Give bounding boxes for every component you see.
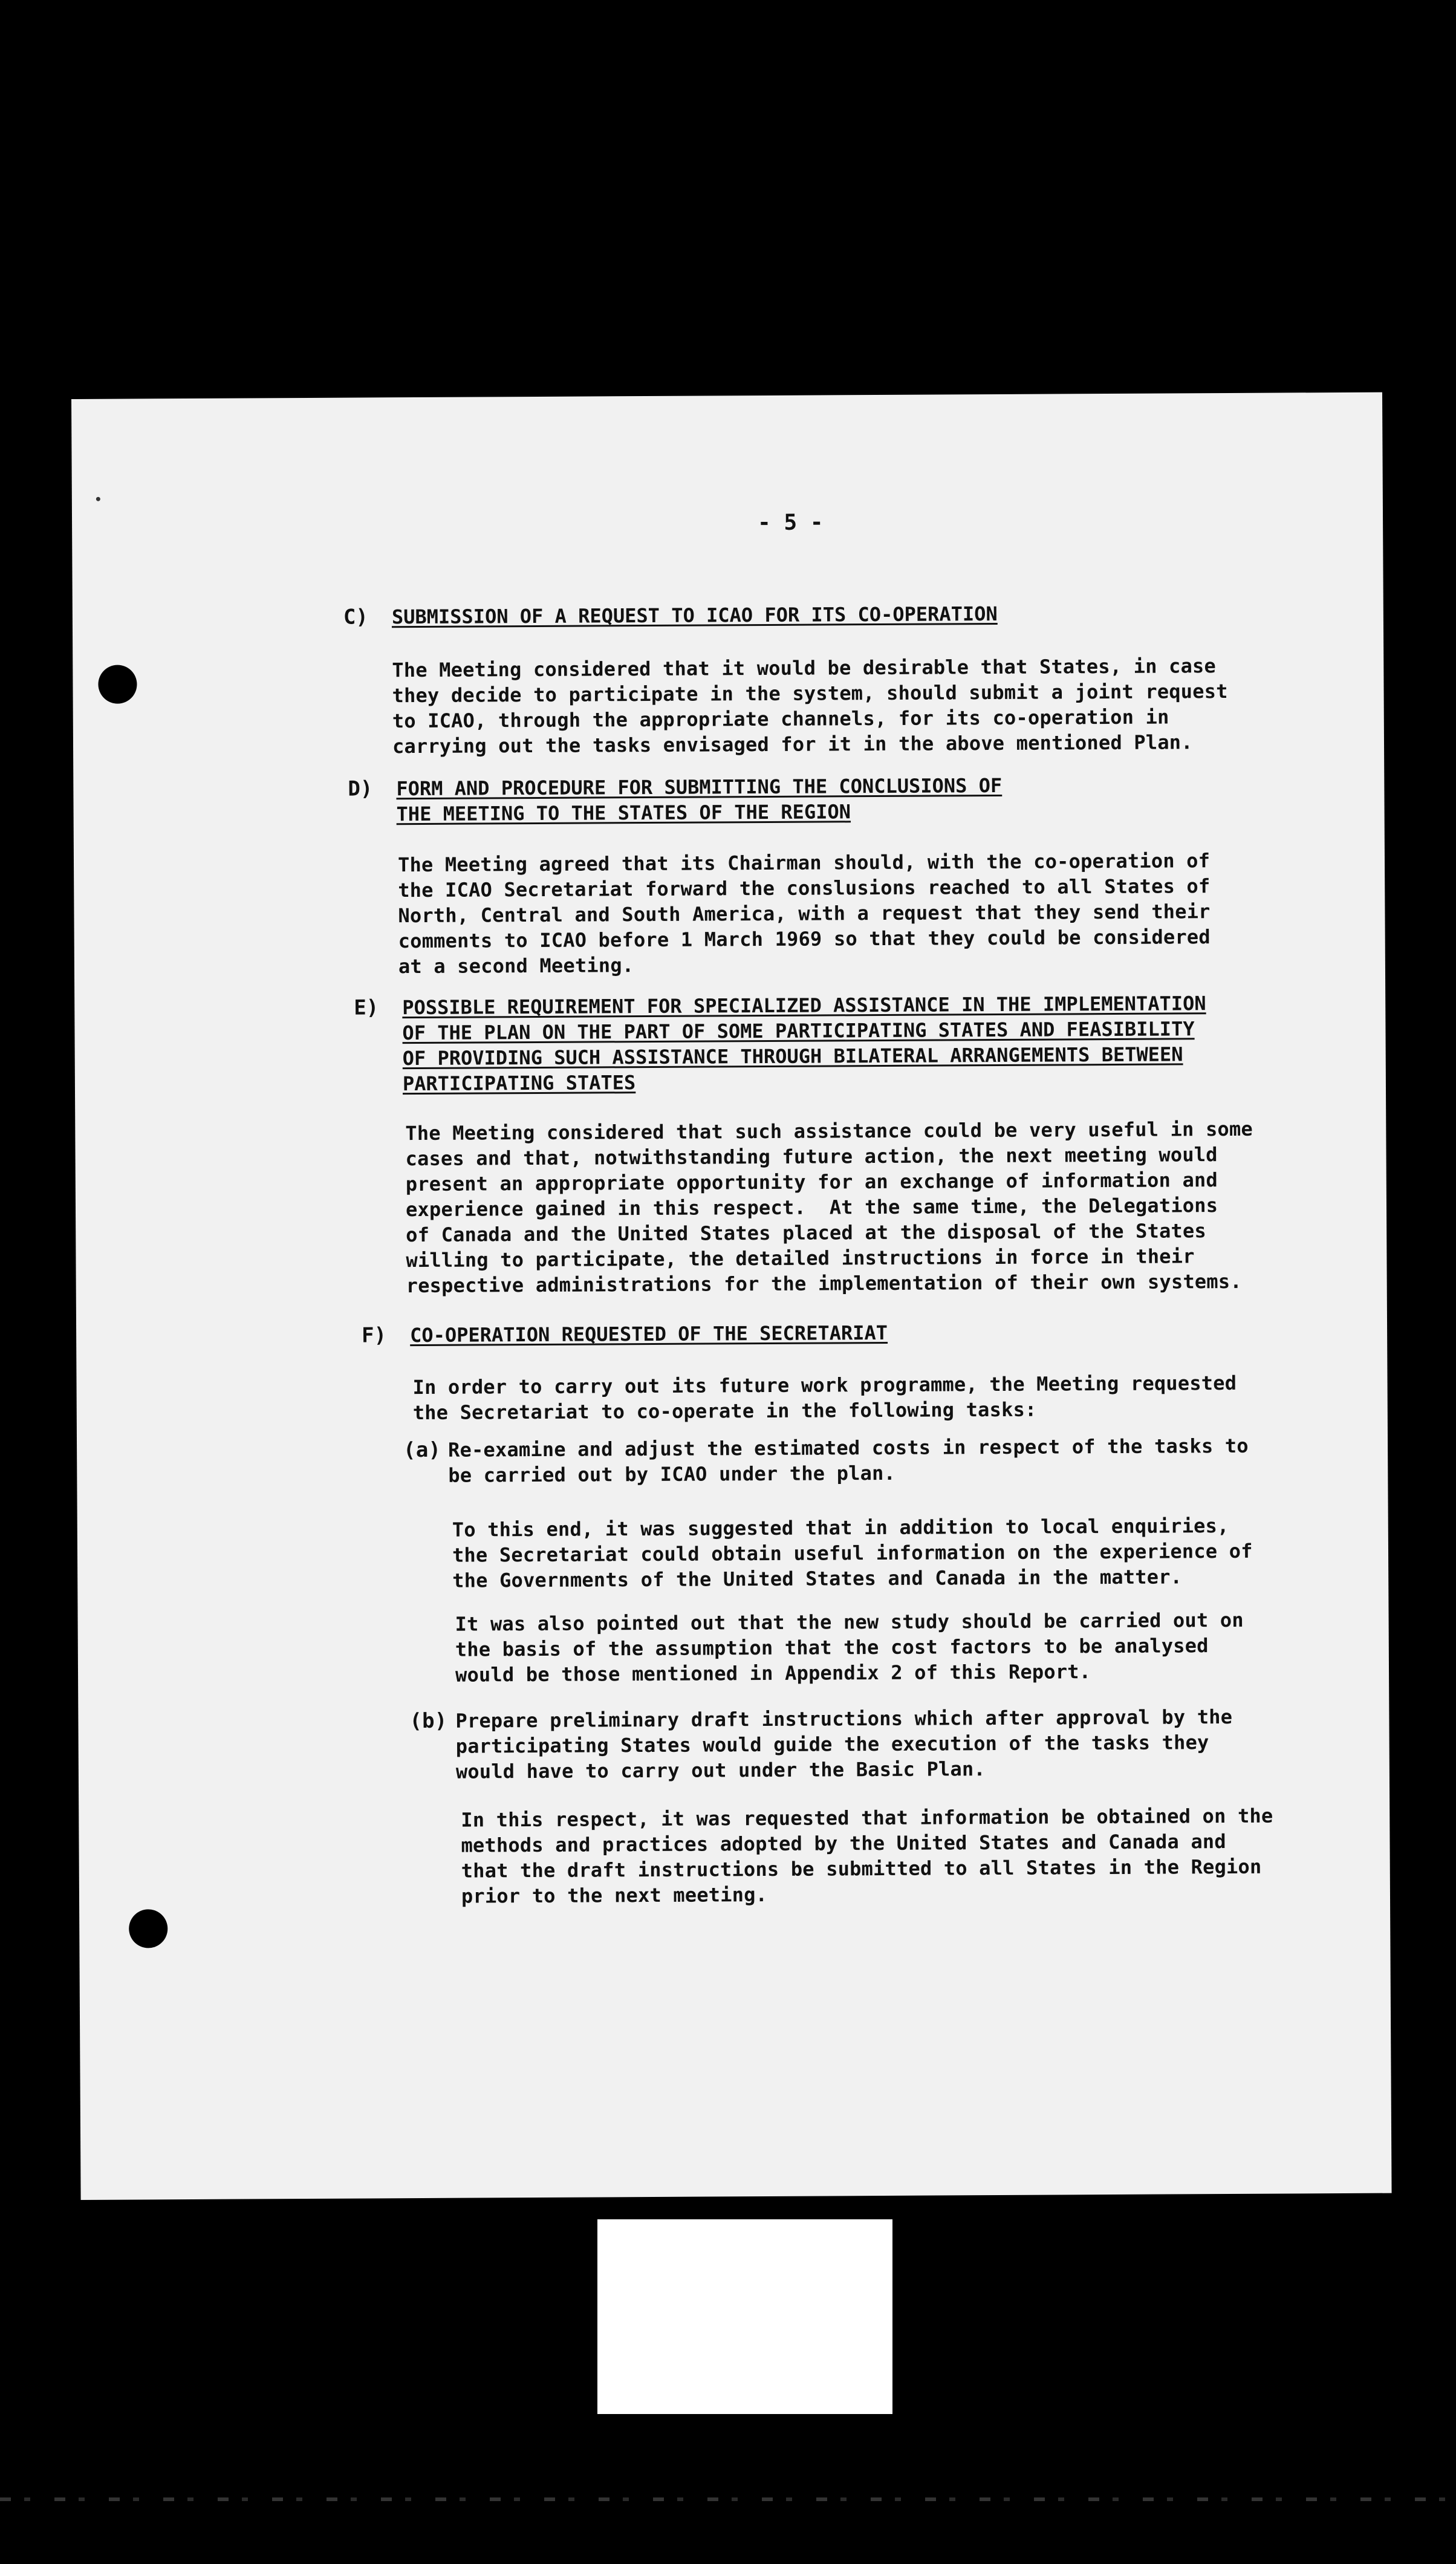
- item-text: Re-examine and adjust the estimated costs in respect of the tasks to be carried out by ICAO under the plan.: [448, 1434, 1249, 1487]
- document-page: [71, 392, 1392, 2200]
- section-d-body: The Meeting agreed that its Chairman should, with the co-operation of the ICAO Secretariat forward the conslusions reached to all States of North, Central and South America, with a request that they send their comments to ICAO before 1 March 1969 so that they could be considered at a second Meeting.: [397, 849, 1211, 978]
- section-title: CO-OPERATION REQUESTED OF THE SECRETARIAT: [410, 1321, 888, 1347]
- section-letter: F): [362, 1323, 387, 1348]
- task-item-b-paragraph-1: In this respect, it was requested that information be obtained on the methods and practices adopted by the United States and Canada and that the draft instructions be submitted to all States in the Region prior to the next meeting.: [461, 1804, 1273, 1908]
- task-item-a-paragraph-1: To this end, it was suggested that in addition to local enquiries, the Secretariat could obtain useful information on the experience of the Governments of the United States and Canada in the matter.: [452, 1514, 1253, 1592]
- section-e-heading: [354, 990, 1352, 1098]
- task-item-a-paragraph-2: It was also pointed out that the new study should be carried out on the basis of the assumption that the cost factors to be analysed would be those mentioned in Appendix 2 of this Report.: [455, 1608, 1244, 1687]
- section-title: SUBMISSION OF A REQUEST TO ICAO FOR ITS CO-OPERATION: [391, 602, 998, 629]
- punch-hole-top: [98, 665, 137, 703]
- task-item-b: [409, 1703, 1353, 1788]
- page-number: - 5 -: [757, 510, 824, 536]
- section-f-heading: [362, 1318, 1329, 1348]
- speck: [96, 497, 100, 501]
- punch-hole-bottom: [129, 1909, 167, 1948]
- section-e-body: The Meeting considered that such assistance could be very useful in some cases and that, notwithstanding future action, the next meeting would present an appropriate opportunity for an exchange of information and experience gained in this respect. At the same time, the Delegations of Canada and the United States placed at the disposal of the States willing to participate, the detailed instructions in force in their respective administrations for the implementation of their own systems.: [405, 1117, 1253, 1298]
- item-label: (a): [403, 1437, 441, 1463]
- section-d-heading: [348, 771, 1315, 830]
- scan-noise: [0, 2497, 1456, 2501]
- section-title: FORM AND PROCEDURE FOR SUBMITTING THE CONCLUSIONS OF THE MEETING TO THE STATES OF THE REGION: [396, 773, 1003, 826]
- blank-card: [597, 2219, 892, 2414]
- section-title: POSSIBLE REQUIREMENT FOR SPECIALIZED ASSISTANCE IN THE IMPLEMENTATION OF THE PLAN ON THE PART OF SOME PARTICIPATING STATES AND FEASIBILITY OF PROVIDING SUCH ASSISTANCE THROUGH BILATERAL ARRANGEMENTS BETWEEN PARTICIPATING STATES: [402, 992, 1206, 1096]
- section-c-heading: [343, 599, 1311, 630]
- section-letter: C): [343, 605, 368, 630]
- section-f-body: In order to carry out its future work programme, the Meeting requested the Secretariat to co-operate in the following tasks:: [412, 1371, 1237, 1425]
- section-letter: E): [354, 995, 379, 1020]
- section-letter: D): [348, 776, 373, 801]
- item-text: Prepare preliminary draft instructions which after approval by the participating States would guide the execution of the tasks they would have to carry out under the Basic Plan.: [455, 1705, 1233, 1783]
- section-c-body: The Meeting considered that it would be desirable that States, in case they decide to participate in the system, should submit a joint request to ICAO, through the appropriate channels, for its co-operation in carrying out the tasks envisaged for it in the above mentioned Plan.: [392, 654, 1228, 758]
- task-item-a: [403, 1433, 1347, 1492]
- item-label: (b): [409, 1708, 447, 1734]
